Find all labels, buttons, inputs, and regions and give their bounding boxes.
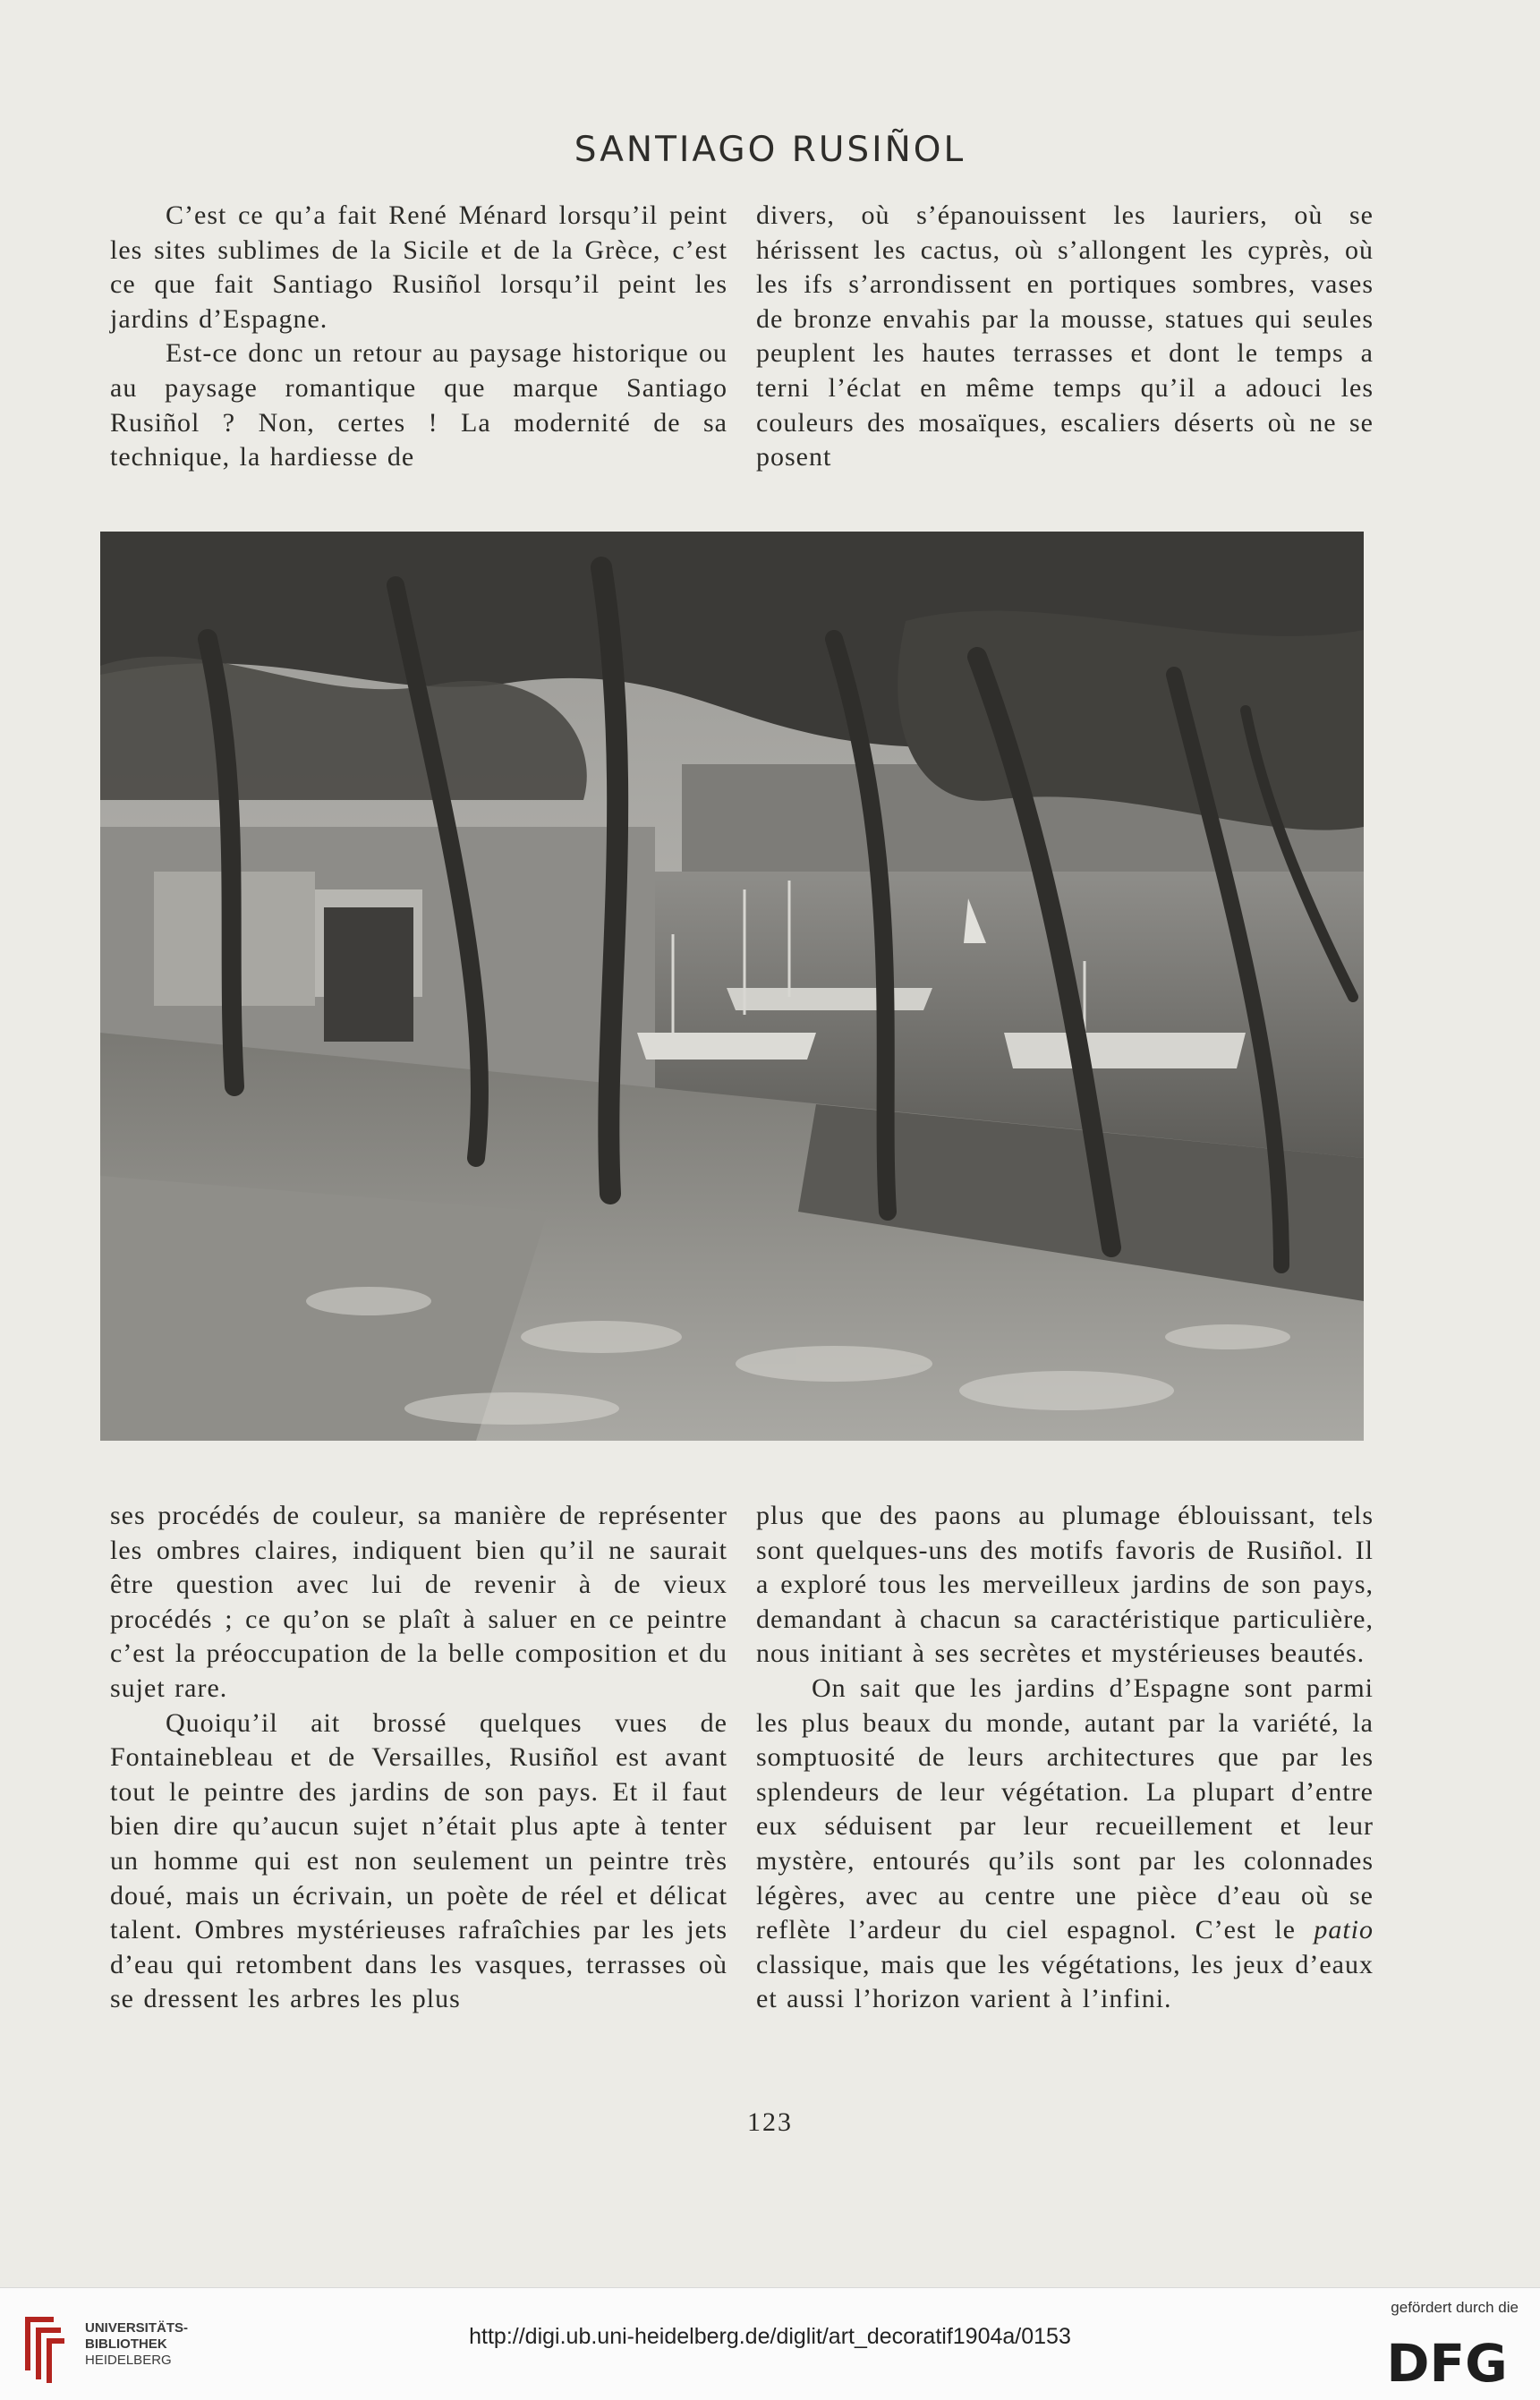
paragraph	[756, 1672, 1374, 2017]
footer-bar	[0, 2287, 1540, 2400]
paragraph-text: classique, mais que les végétations, les jeux d’eaux et aussi l’horizon varient à l’infini.	[756, 1949, 1374, 2014]
paragraph: divers, où s’épanouissent les lauriers, où se hérissent les cactus, où s’allongent les cyprès, où les ifs s’arrondissent en portiques sombres, vases de bronze envahis par la mousse, statues qui seules peuplent les hautes terrasses et dont le temps a terni l’éclat en même temps qu’il a adouci les couleurs des mosaïques, escaliers déserts où ne se posent	[756, 200, 1374, 472]
text-column-bottom-right	[756, 1499, 1374, 2017]
dfg-logo-icon	[1375, 2333, 1519, 2388]
painting-reproduction	[100, 532, 1364, 1441]
paragraph: Est-ce donc un retour au paysage historique ou au paysage romantique que marque Santiago Rusiñol ? Non, certes ! La modernité de sa technique, la hardiesse de	[110, 338, 727, 472]
paragraph: ses procédés de couleur, sa manière de représenter les ombres claires, indiquent bien qu’il ne saurait être question avec lui de revenir à de vieux procédés ; ce qu’on se plaît à saluer en ce peintre c’est la préoccupation de la belle composition et du sujet rare.	[110, 1501, 727, 1703]
harbor-garden-painting-image	[100, 532, 1364, 1441]
svg-text:DFG: DFG	[1386, 2333, 1508, 2388]
paragraph: Quoiqu’il ait brossé quelques vues de Fontainebleau et de Versailles, Rusiñol est avant tout le peintre des jardins de son pays. Et il faut bien dire qu’aucun sujet n’était plus apte à tenter un homme qui est non seulement un peintre très doué, mais un écrivain, un poète de réel et délicat talent. Ombres mystérieuses rafraîchies par les jets d’eau qui retombent dans les vasques, terrasses où se dressent les arbres les plus	[110, 1707, 727, 2014]
paragraph-text: On sait que les jardins d’Espagne sont parmi les plus beaux du monde, autant par la variété, la somptuosité de leurs architectures que par les splendeurs de leur végétation. La plupart d’entre eux séduisent par leur recueillement et leur mystère, entourés qu’ils sont par les colonnades légères, avec au centre une pièce d’eau où se reflète l’ardeur du ciel espagnol. C’est le	[756, 1672, 1374, 1945]
italic-term: patio	[1314, 1915, 1374, 1945]
text-column-top-right	[756, 199, 1374, 475]
page-number: 123	[747, 2107, 793, 2137]
text-column-top-left	[110, 199, 727, 475]
source-url-link[interactable]: http://digi.ub.uni-heidelberg.de/diglit/art_decoratif1904a/0153	[469, 2324, 1071, 2349]
text-column-bottom-left	[110, 1499, 727, 2017]
funded-by-label: gefördert durch die	[1391, 2299, 1519, 2316]
paragraph: C’est ce qu’a fait René Ménard lorsqu’il peint les sites sublimes de la Sicile et de la Grèce, c’est ce que fait Santiago Rusiñol lorsqu’il peint les jardins d’Espagne.	[110, 200, 727, 334]
library-name: UNIVERSITÄTS- BIBLIOTHEK HEIDELBERG	[85, 2320, 189, 2368]
paragraph: plus que des paons au plumage éblouissant, tels sont quelques-uns des motifs favoris de Rusiñol. Il a exploré tous les merveilleux jardins de son pays, demandant à chacun sa caractéristique particulière, nous initiant à ses secrètes et mystérieuses beautés.	[756, 1501, 1374, 1669]
page-title: SANTIAGO RUSIÑOL	[574, 130, 966, 170]
